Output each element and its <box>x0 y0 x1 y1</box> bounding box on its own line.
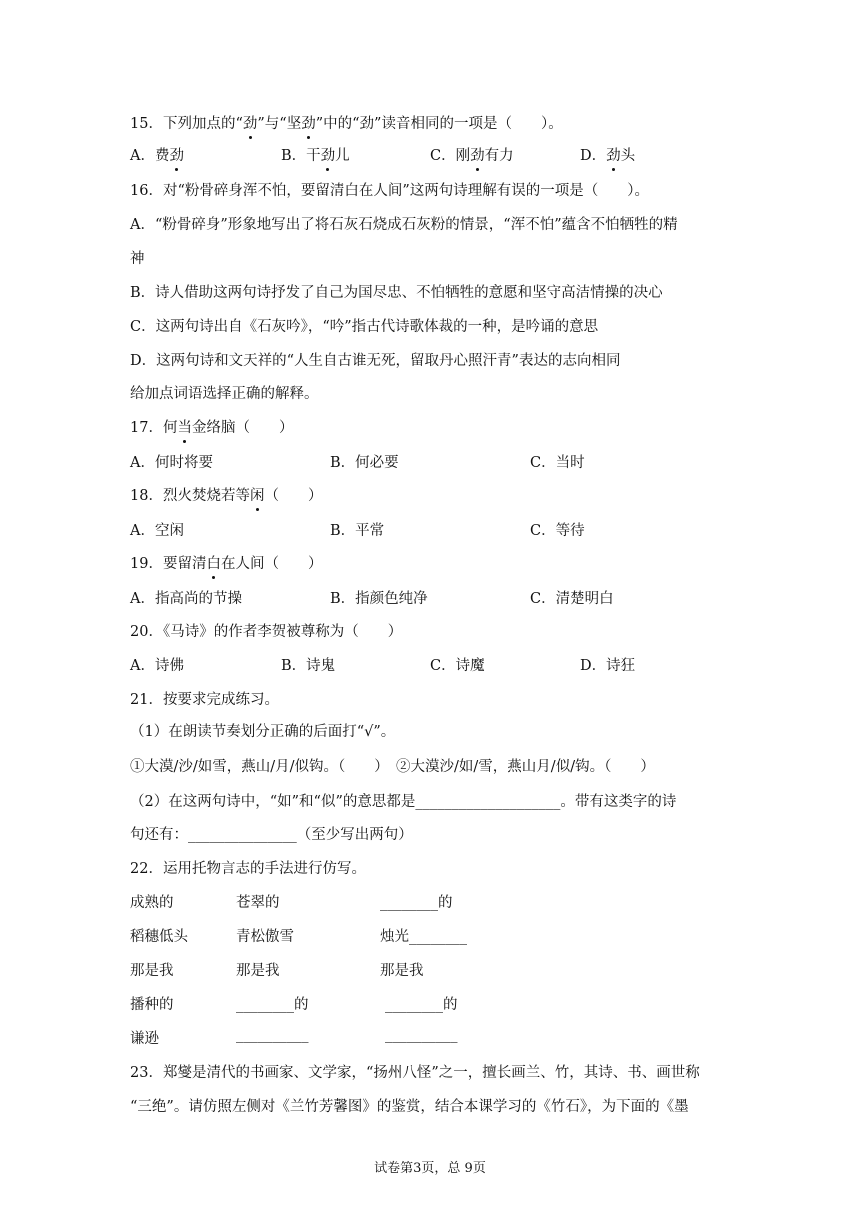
q19-option-a[interactable]: A．指高尚的节操 <box>130 591 242 607</box>
q15-option-a[interactable]: A．费劲 <box>130 144 184 165</box>
instruction: 给加点词语选择正确的解释。 <box>130 386 319 402</box>
q22-cell: 成熟的 <box>130 895 174 911</box>
q23-line1: 23．郑燮是清代的书画家、文学家，“扬州八怪”之一，擅长画兰、竹，其诗、书、画世称 <box>130 1065 700 1081</box>
q19-stem: 19．要留清白在人间（ ） <box>130 552 322 573</box>
q21-stem: 21．按要求完成练习。 <box>130 692 279 708</box>
q22-blank[interactable]: ________的 <box>385 997 458 1013</box>
q22-cell: 播种的 <box>130 997 174 1013</box>
q17-option-a[interactable]: A．何时将要 <box>130 455 213 471</box>
q18-option-a[interactable]: A．空闲 <box>130 523 184 539</box>
q22-blank[interactable]: ________的 <box>236 997 309 1013</box>
q20-stem: 20．《马诗》的作者李贺被尊称为（ ） <box>130 624 403 640</box>
q19-option-b[interactable]: B．指颜色纯净 <box>330 591 428 607</box>
q16-option-c[interactable]: C．这两句诗出自《石灰吟》，“吟”指古代诗歌体裁的一种，是吟诵的意思 <box>130 319 599 335</box>
q18-option-c[interactable]: C．等待 <box>530 523 585 539</box>
emphasis-char: 当 <box>177 416 192 437</box>
q15-option-b[interactable]: B．干劲儿 <box>281 144 350 165</box>
q16-option-a[interactable]: A．“粉骨碎身”形象地写出了将石灰石烧成石灰粉的情景，“浑不怕”蕴含不怕牺牲的精 <box>130 217 678 233</box>
q23-line2: “三绝”。请仿照左侧对《兰竹芳馨图》的鉴赏，结合本课学习的《竹石》，为下面的《墨 <box>130 1099 689 1115</box>
q22-stem: 22．运用托物言志的手法进行仿写。 <box>130 861 366 877</box>
q18-stem: 18．烈火焚烧若等闲（ ） <box>130 484 322 505</box>
q22-blank[interactable]: __________ <box>385 1027 458 1043</box>
q22-blank[interactable]: 烛光________ <box>380 929 467 945</box>
emphasis-char: 闲 <box>250 484 265 505</box>
q17-stem: 17．何当金络脑（ ） <box>130 416 293 437</box>
emphasis-char: 劲 <box>301 112 316 133</box>
q21-part1-choices[interactable]: ①大漠/沙/如雪，燕山/月/似钩。（ ） ②大漠沙/如/雪，燕山月/似/钩。（ ） <box>130 759 655 775</box>
q16-option-d[interactable]: D．这两句诗和文天祥的“人生自古谁无死，留取丹心照汗青”表达的志向相同 <box>130 353 621 369</box>
q22-cell: 青松傲雪 <box>236 929 294 945</box>
q16-option-a-cont: 神 <box>130 251 145 267</box>
q22-cell: 那是我 <box>130 963 174 979</box>
q16-stem: 16．对“粉骨碎身浑不怕，要留清白在人间”这两句诗理解有误的一项是（ ）。 <box>130 183 650 199</box>
emphasis-char: 劲 <box>243 112 258 133</box>
q21-part2-cont[interactable]: 句还有：_______________（至少写出两句） <box>130 827 413 843</box>
q21-part2[interactable]: （2）在这两句诗中，“如”和“似”的意思都是____________________。带有这类字的诗 <box>130 794 677 810</box>
q22-cell: 那是我 <box>380 963 424 979</box>
q21-part1: （1）在朗读节奏划分正确的后面打“√”。 <box>130 724 396 740</box>
q20-option-b[interactable]: B．诗鬼 <box>281 658 336 674</box>
q22-blank[interactable]: ________的 <box>380 895 453 911</box>
q15-option-d[interactable]: D．劲头 <box>580 144 635 165</box>
q15-stem: 15．下列加点的“劲”与“坚劲”中的“劲”读音相同的一项是（ ）。 <box>130 112 563 133</box>
q22-cell: 稻穗低头 <box>130 929 188 945</box>
q17-option-b[interactable]: B．何必要 <box>330 455 399 471</box>
q22-cell: 那是我 <box>236 963 280 979</box>
q16-option-b[interactable]: B．诗人借助这两句诗抒发了自己为国尽忠、不怕牺牲的意愿和坚守高洁情操的决心 <box>130 285 663 301</box>
q20-option-a[interactable]: A．诗佛 <box>130 658 184 674</box>
q20-option-d[interactable]: D．诗狂 <box>580 658 636 674</box>
emphasis-char: 白 <box>206 552 221 573</box>
q22-cell: 苍翠的 <box>236 895 280 911</box>
q22-cell: 谦逊 <box>130 1031 159 1047</box>
q19-option-c[interactable]: C．清楚明白 <box>530 591 614 607</box>
q18-option-b[interactable]: B．平常 <box>330 523 385 539</box>
q22-blank[interactable]: __________ <box>236 1027 309 1043</box>
page-footer: 试卷第3页，总 9页 <box>374 1161 486 1176</box>
q15-option-c[interactable]: C．刚劲有力 <box>430 144 514 165</box>
q20-option-c[interactable]: C．诗魔 <box>430 658 485 674</box>
q17-option-c[interactable]: C．当时 <box>530 455 585 471</box>
